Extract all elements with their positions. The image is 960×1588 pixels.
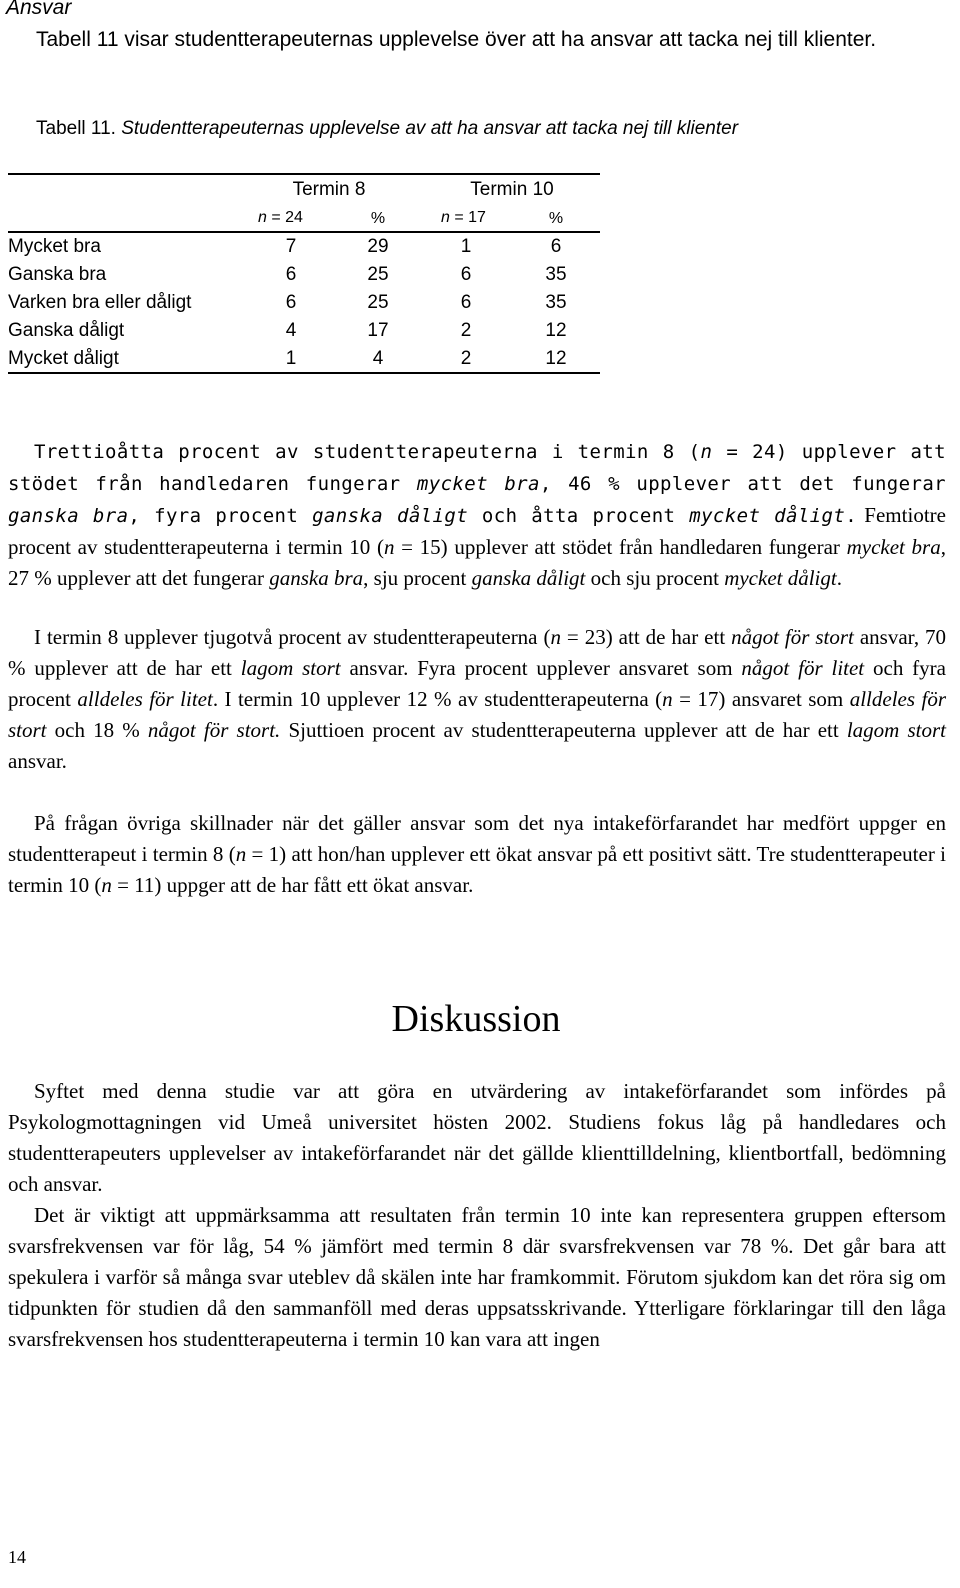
table-cell: 12 (545, 348, 567, 369)
subheader-n-termin-8: n = 24 (258, 209, 303, 226)
table-cell: 4 (285, 320, 297, 341)
results-paragraph-1 (8, 436, 946, 594)
table-header-rule (8, 231, 600, 233)
results-paragraph-1-serif: Femtiotre procent av studentterapeuterna i termin 10 (n = 15) upplever att stödet från handledaren fungerar mycket bra, 27 % upplever att det fungerar ganska bra, sju procent ganska dåligt och sju procent mycket dåligt. (8, 503, 946, 590)
table-caption-prefix: Tabell 11. (36, 118, 116, 139)
table-cell: 25 (367, 264, 389, 285)
discussion-paragraph-2: Det är viktigt att uppmärksamma att resultaten från termin 10 inte kan representera gruppen eftersom svarsfrekvensen var för låg, 54 % jämfört med termin 8 där svarsfrekvensen var 78 %. Det går bara att spekulera i varför så många svar uteblev då skälen inte har framkommit. Förutom sjukdom kan det röra sig om tidpunkten för studien då den sammanföll med deras uppsatsskrivande. Ytterligare förklaringar till den låga svarsfrekvensen hos studentterapeuterna i termin 10 kan vara att ingen (8, 1203, 946, 1351)
intro-paragraph: Tabell 11 visar studentterapeuternas upplevelse över att ha ansvar att tacka nej till klienter. (36, 28, 877, 51)
results-paragraph-3: På frågan övriga skillnader när det gäller ansvar som det nya intakeförfarandet har medfört uppger en studentterapeut i termin 8 (n = 1) att hon/han upplever ett ökat ansvar på ett positivt sätt. Tre studentterapeuter i termin 10 (n = 11) uppger att de har fått ett ökat ansvar. (8, 811, 946, 897)
table-cell: 6 (460, 264, 472, 285)
results-paragraph-1-mono: Trettioåtta procent av studentterapeuterna i termin 8 (n = 24) upplever att stödet från handledaren fungerar mycket bra, 46 % upplever att det fungerar ganska bra, fyra procent ganska dåligt och åtta procent mycket dåligt. (8, 441, 946, 527)
row-label: Ganska bra (8, 264, 107, 285)
table-cell: 12 (545, 320, 567, 341)
table-cell: 6 (285, 292, 297, 313)
table-cell: 35 (545, 292, 567, 313)
table-cell: 2 (460, 348, 472, 369)
table-cell: 1 (460, 236, 472, 257)
table-cell: 35 (545, 264, 567, 285)
section-heading: Ansvar (6, 0, 72, 19)
table-cell: 6 (460, 292, 472, 313)
row-label: Varken bra eller dåligt (8, 292, 192, 313)
table-cell: 7 (285, 236, 297, 257)
table-cell: 6 (285, 264, 297, 285)
subheader-pct-termin-10: % (548, 210, 564, 227)
row-label: Ganska dåligt (8, 320, 125, 341)
table-cell: 25 (367, 292, 389, 313)
table-bottom-rule (8, 372, 600, 374)
discussion-heading: Diskussion (391, 998, 561, 1040)
table-cell: 2 (460, 320, 472, 341)
table-cell: 4 (372, 348, 384, 369)
subheader-n-termin-10: n = 17 (441, 209, 486, 226)
table-top-rule (8, 173, 600, 175)
table-caption-title: Studentterapeuternas upplevelse av att ha ansvar att tacka nej till klienter (121, 118, 739, 139)
discussion-paragraph-1: Syftet med denna studie var att göra en utvärdering av intakeförfarandet som infördes på Psykologmottagningen vid Umeå universitet hösten 2002. Studiens fokus låg på handledares och studentterapeuters upplevelser av intakeförfarandet när det gällde klienttilldelning, klientbortfall, bedömning och ansvar. (8, 1079, 946, 1196)
page-number: 14 (8, 1547, 26, 1567)
table-cell: 6 (550, 236, 562, 257)
row-label: Mycket bra (8, 236, 101, 257)
table-caption (36, 118, 738, 140)
group-header-termin-10: Termin 10 (470, 179, 554, 200)
subheader-pct-termin-8: % (370, 210, 386, 227)
table-cell: 17 (367, 320, 389, 341)
table-cell: 29 (367, 236, 389, 257)
results-paragraph-2: I termin 8 upplever tjugotvå procent av studentterapeuterna (n = 23) att de har ett något för stort ansvar, 70 % upplever att de har ett lagom stort ansvar. Fyra procent upplever ansvaret som något för litet och fyra procent alldeles för litet. I termin 10 upplever 12 % av studentterapeuterna (n = 17) ansvaret som alldeles för stort och 18 % något för stort. Sjuttioen procent av studentterapeuterna upplever att de har ett lagom stort ansvar. (8, 625, 947, 773)
group-header-termin-8: Termin 8 (292, 179, 366, 200)
row-label: Mycket dåligt (8, 348, 119, 369)
table-cell: 1 (285, 348, 297, 369)
